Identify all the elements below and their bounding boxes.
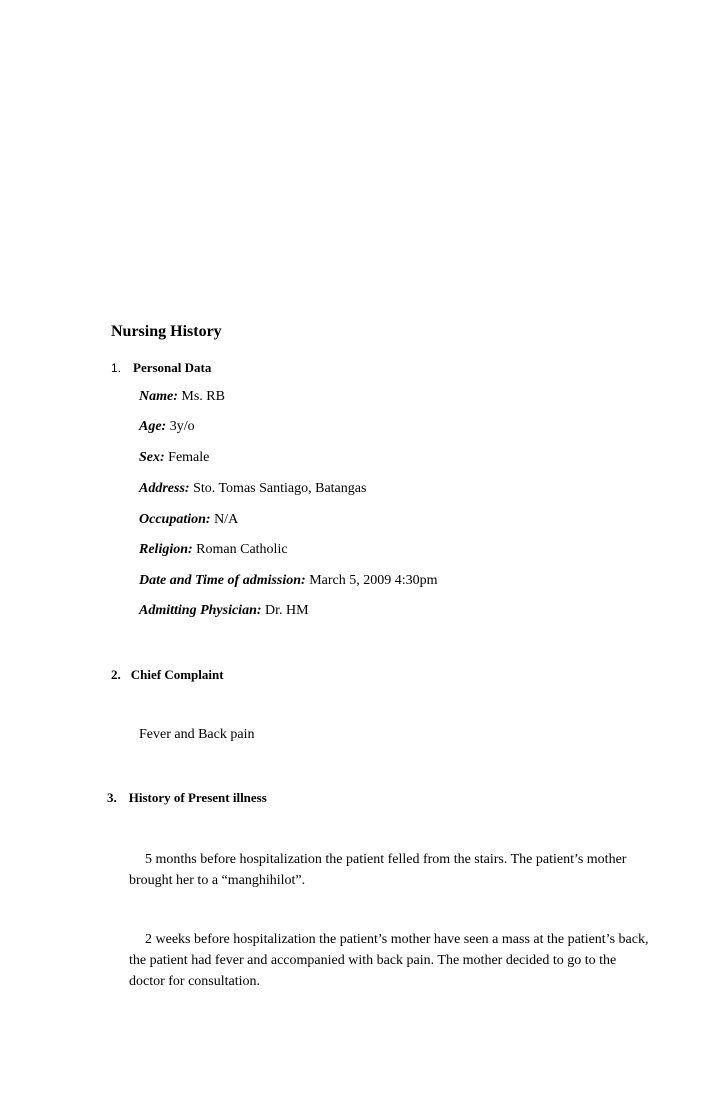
field-age-label: Age: — [139, 419, 167, 434]
field-occupation — [139, 512, 238, 528]
field-occupation-value: N/A — [214, 512, 239, 527]
field-sex-label: Sex: — [139, 450, 165, 465]
field-age — [139, 419, 195, 435]
section-2-heading — [111, 666, 224, 684]
chief-complaint-text: Fever and Back pain — [139, 727, 255, 742]
field-name-label: Name: — [139, 389, 178, 404]
field-age-value: 3y/o — [169, 419, 195, 434]
history-paragraph-2-text: 2 weeks before hospitalization the patient’s mother have seen a mass at the patient’s back, the patient had fever and accompanied with back pain. The mother decided to go to the doctor for consultation. — [129, 932, 649, 989]
history-paragraph-1-text: 5 months before hospitalization the patient felled from the stairs. The patient’s mother brought her to a “manghihilot”. — [129, 852, 627, 888]
field-physician-value: Dr. HM — [265, 603, 309, 618]
history-paragraph-2 — [129, 929, 649, 992]
field-religion-label: Religion: — [139, 542, 193, 557]
history-paragraph-1 — [129, 849, 649, 891]
field-religion — [139, 542, 288, 558]
field-religion-value: Roman Catholic — [196, 542, 288, 557]
section-2-title: Chief Complaint — [130, 667, 224, 682]
section-3-heading — [107, 789, 267, 807]
document-title: Nursing History — [111, 323, 222, 340]
section-2-number: 2. — [111, 667, 121, 682]
section-1-heading — [111, 359, 211, 377]
field-address — [139, 481, 366, 497]
field-physician — [139, 603, 309, 619]
field-name — [139, 389, 225, 405]
field-admission-value: March 5, 2009 4:30pm — [309, 573, 438, 588]
field-admission-label: Date and Time of admission: — [139, 573, 306, 588]
field-occupation-label: Occupation: — [139, 512, 211, 527]
field-admission — [139, 573, 438, 589]
section-3-number: 3. — [107, 790, 117, 805]
section-1-title: Personal Data — [133, 360, 212, 375]
field-sex — [139, 450, 209, 466]
field-address-value: Sto. Tomas Santiago, Batangas — [193, 481, 367, 496]
section-1-number: 1. — [111, 361, 122, 375]
section-3-title: History of Present illness — [128, 790, 267, 805]
field-sex-value: Female — [168, 450, 210, 465]
field-name-value: Ms. RB — [181, 389, 225, 404]
field-physician-label: Admitting Physician: — [139, 603, 262, 618]
field-address-label: Address: — [139, 481, 190, 496]
